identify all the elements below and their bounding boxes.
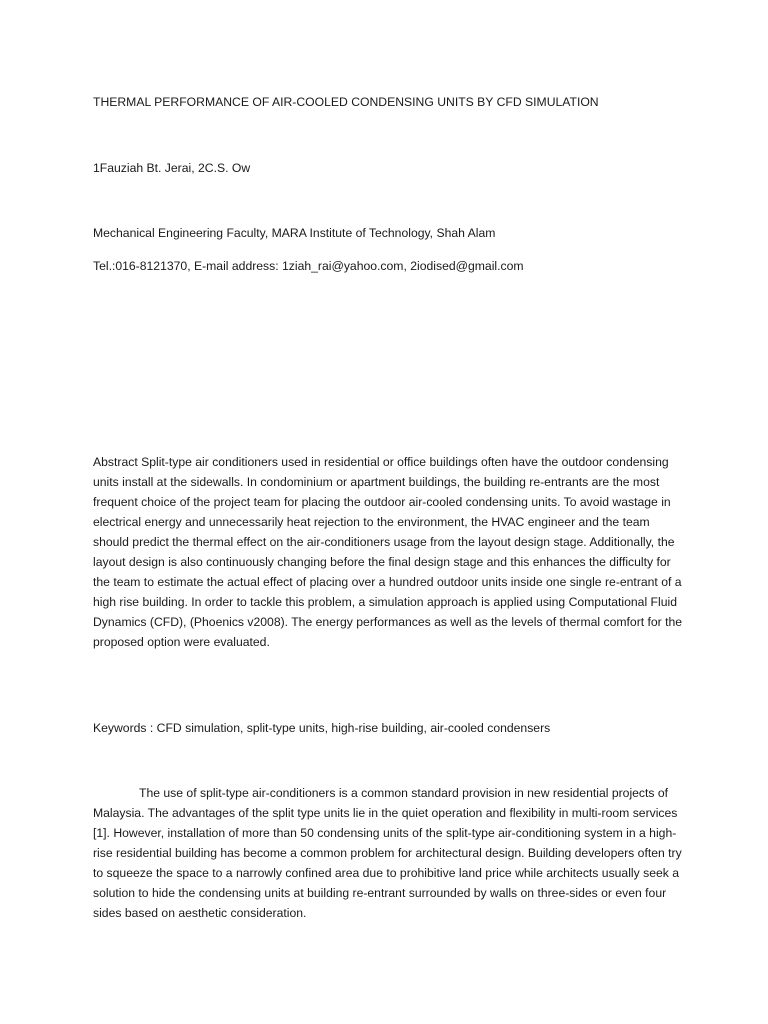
intro-paragraph: The use of split-type air-conditioners is a common standard provision in new residential projects of Malaysia. The advantages of the split type units lie in the quiet operation and flexibility in multi-room services [1]. However, installation of more than 50 condensing units of the split-type air-conditioning system in a high-rise residential building has become a common problem for architectural design. Building developers often try to squeeze the space to a narrowly confined area due to prohibitive land price while architects usually seek a solution to hide the condensing units at building re-entrant surrounded by walls on three-sides or even four sides based on aesthetic consideration. (93, 786, 682, 920)
contact-info: Tel.:016-8121370, E-mail address: 1ziah_rai@yahoo.com, 2iodised@gmail.com (93, 259, 524, 273)
abstract-paragraph: Abstract Split-type air conditioners used in residential or office buildings often have the outdoor condensing units install at the sidewalls. In condominium or apartment buildings, the building re-entrants are the most frequent choice of the project team for placing the outdoor air-cooled condensing units. To avoid wastage in electrical energy and unnecessarily heat rejection to the environment, the HVAC engineer and the team should predict the thermal effect on the air-conditioners usage from the layout design stage. Additionally, the layout design is also continuously changing before the final design stage and this enhances the difficulty for the team to estimate the actual effect of placing over a hundred outdoor units inside one single re-entrant of a high rise building. In order to tackle this problem, a simulation approach is applied using Computational Fluid Dynamics (CFD), (Phoenics v2008). The energy performances as well as the levels of thermal comfort for the proposed option were evaluated. (93, 455, 683, 649)
keywords-line: Keywords : CFD simulation, split-type units, high-rise building, air-cooled condensers (93, 721, 551, 735)
paper-authors: 1Fauziah Bt. Jerai, 2C.S. Ow (93, 161, 251, 175)
author-affiliation: Mechanical Engineering Faculty, MARA Institute of Technology, Shah Alam (93, 226, 496, 240)
paper-title: THERMAL PERFORMANCE OF AIR-COOLED CONDENSING UNITS BY CFD SIMULATION (93, 95, 599, 109)
